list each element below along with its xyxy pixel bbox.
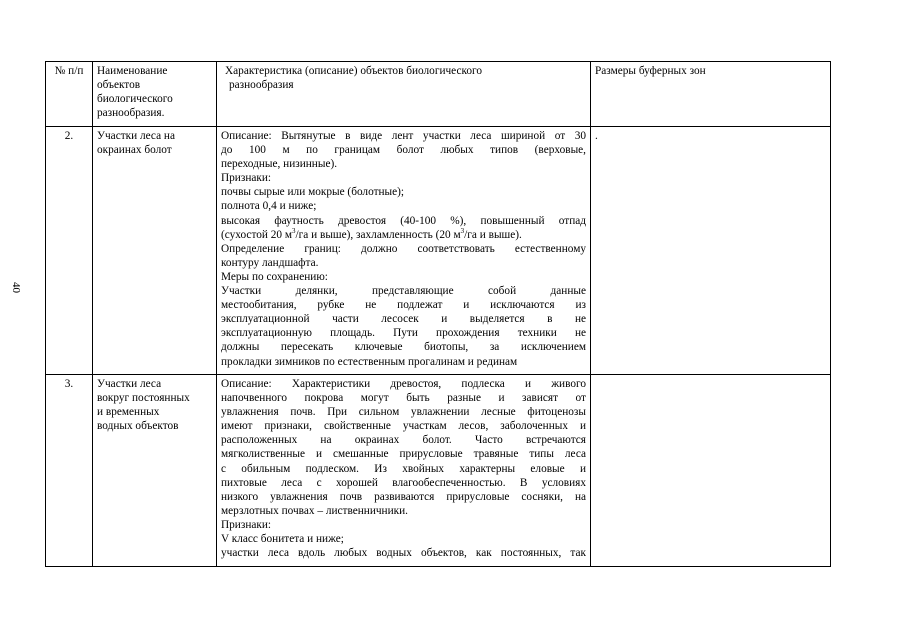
description-line: должны пересекать ключевые биотопы, за исключением [221, 341, 586, 354]
description-line: Признаки: [221, 518, 272, 531]
description-line: эксплуатационную площадь. Пути прохождения техники не [221, 327, 586, 340]
table-header-row [46, 62, 831, 127]
description-line: Признаки: [221, 172, 272, 185]
description-line: контуру ландшафта. [221, 256, 319, 269]
description-line: расположенных на окраинах болот. Часто встречаются [221, 434, 586, 447]
description-line: V класс бонитета и ниже; [221, 533, 344, 546]
row-number: 2. [46, 127, 93, 375]
header-buffer-zones: Размеры буферных зон [591, 62, 831, 127]
description-line: мерзлотных почвах – лиственничники. [221, 504, 409, 517]
table-row [46, 375, 831, 567]
description-line: мягколиственные и смешанные прирусловые травяные типы леса [221, 448, 586, 461]
table-row [46, 127, 831, 375]
description-line: с обильным подлеском. Из хвойных характерны еловые и [221, 462, 586, 475]
header-name: Наименование объектов биологического разнообразия. [93, 62, 217, 127]
description-line: пихтовые леса с хорошей влагообеспеченностью. В условиях [221, 476, 586, 489]
row-buffer: . [591, 127, 831, 375]
description-line: прокладки зимников по естественным прогалинам и рединам [221, 355, 518, 368]
biodiversity-table [45, 61, 831, 567]
description-line: высокая фаутность древостоя (40-100 %), повышенный отпад [221, 214, 586, 227]
row-name: Участки леса вокруг постоянных и временных водных объектов [93, 375, 217, 567]
page-number: 40 [10, 282, 22, 293]
header-number: № п/п [46, 62, 93, 127]
description-line: почвы сырые или мокрые (болотные); [221, 186, 405, 199]
description-line: напочвенного покрова могут быть разные и зависят от [221, 392, 586, 405]
row-description [217, 127, 591, 375]
row-name: Участки леса на окраинах болот [93, 127, 217, 375]
description-line: увлажнения почв. При сильном увлажнении лесные фитоценозы [221, 406, 586, 419]
description-line: эксплуатационной части лесосек и выделяется в не [221, 313, 586, 326]
row-number: 3. [46, 375, 93, 567]
row-description [217, 375, 591, 567]
header-characteristics: Характеристика (описание) объектов биологического разнообразия [217, 62, 591, 127]
description-line: переходные, низинные). [221, 158, 338, 171]
description-line: местообитания, рубке не подлежат и исключаются из [221, 299, 586, 312]
description-line: до 100 м по границам болот любых типов (верховые, [221, 144, 586, 157]
description-line: Участки делянки, представляющие собой данные [221, 285, 586, 298]
description-line: Описание: Характеристики древостоя, подлеска и живого [221, 378, 586, 390]
description-line: имеют признаки, свойственные участкам лесов, заболоченных и [221, 420, 586, 433]
row-buffer [591, 375, 831, 567]
description-line: участки леса вдоль любых водных объектов, как постоянных, так [221, 547, 586, 560]
description-line: полнота 0,4 и ниже; [221, 200, 317, 213]
description-line: Описание: Вытянутые в виде лент участки леса шириной от 30 [221, 130, 586, 142]
description-line: Меры по сохранению: [221, 270, 328, 283]
description-line: (сухостой 20 $м^3/га$ и выше), захламленность (20 $м^3/га$ и выше). [221, 226, 522, 241]
description-line: Определение границ: должно соответствовать естественному [221, 242, 586, 255]
description-line: низкого увлажнения почв развиваются прирусловые сосняки, на [221, 490, 586, 503]
